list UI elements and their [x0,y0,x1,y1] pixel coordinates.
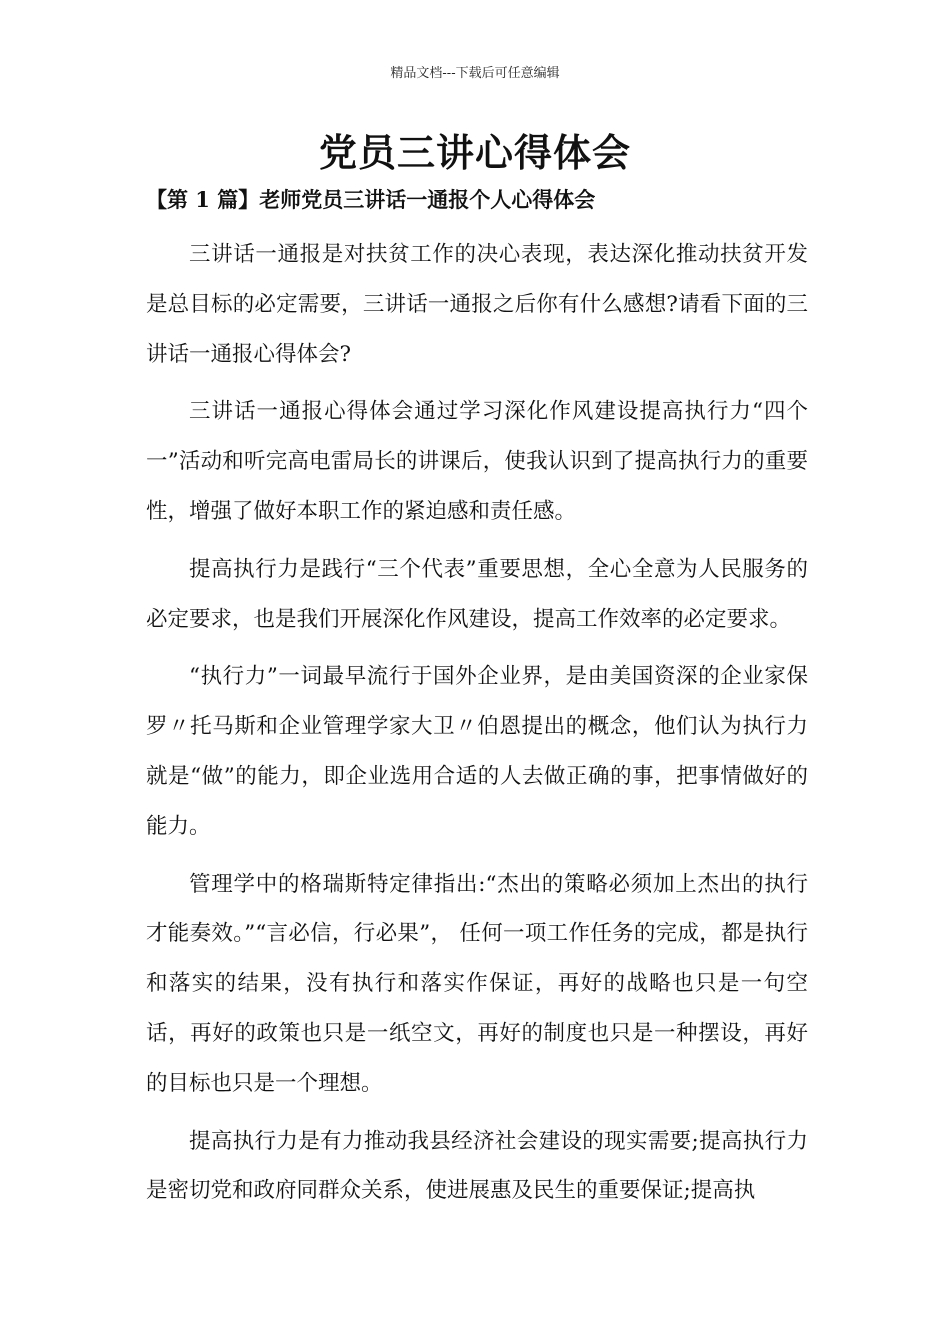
paragraph-3: 提高执行力是践行“三个代表”重要思想，全心全意为人民服务的必定要求，也是我们开展深化作风建设，提高工作效率的必定要求。 [146,556,808,632]
paragraph-2: 三讲话一通报心得体会通过学习深化作风建设提高执行力“四个一”活动和听完高电雷局长的讲课后，使我认识到了提高执行力的重要性，增强了做好本职工作的紧迫感和责任感。 [146,399,808,524]
section-heading: 【第 1 篇】老师党员三讲话一通报个人心得体会 [146,187,596,212]
paragraph-5: 管理学中的格瑞斯特定律指出:“杰出的策略必须加上杰出的执行才能奏效。”“言必信，行必果”， 任何一项工作任务的完成，都是执行和落实的结果，没有执行和落实作保证，再好的战略也只是一句空话，再好的政策也只是一纸空文，再好的制度也只是一种摆设，再好的目标也只是一个理想。 [146,871,808,1096]
document-title: 党员三讲心得体会 [318,130,631,175]
paragraph-1: 三讲话一通报是对扶贫工作的决心表现，表达深化推动扶贫开发是总目标的必定需要，三讲话一通报之后你有什么感想?请看下面的三讲话一通报心得体会? [146,242,808,367]
page-header-watermark: 精品文档---下载后可任意编辑 [390,66,560,81]
paragraph-6: 提高执行力是有力推动我县经济社会建设的现实需要;提高执行力是密切党和政府同群众关系，使进展惠及民生的重要保证;提高执 [146,1128,808,1204]
paragraph-4: “执行力”一词最早流行于国外企业界，是由美国资深的企业家保罗〃托马斯和企业管理学家大卫〃伯恩提出的概念，他们认为执行力就是“做”的能力，即企业选用合适的人去做正确的事，把事情做好的能力。 [146,664,808,839]
document-body [146,230,808,1224]
